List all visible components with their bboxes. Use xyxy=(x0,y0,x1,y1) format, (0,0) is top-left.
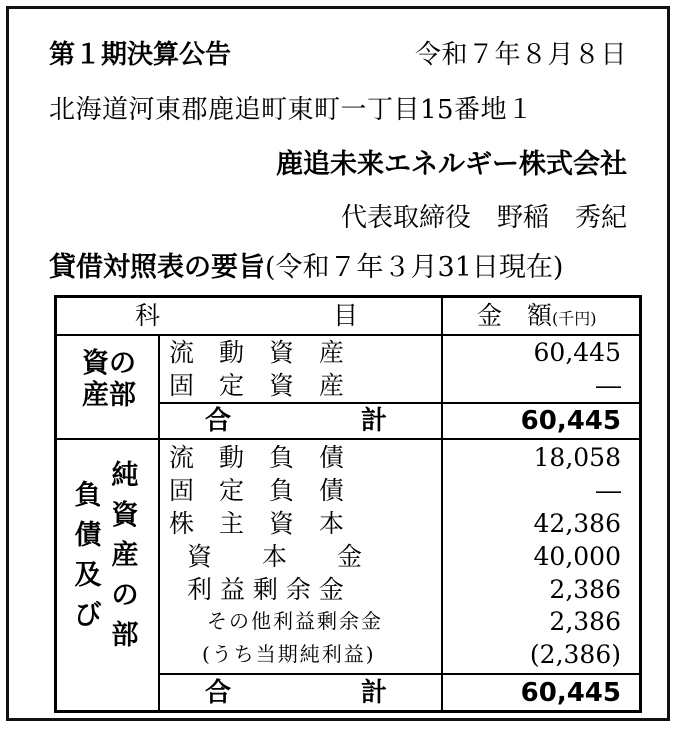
public-notice-frame xyxy=(6,6,670,721)
header-subject-left: 科 xyxy=(135,301,161,330)
balance-sheet-table xyxy=(54,295,642,713)
amount-column-divider xyxy=(441,298,443,710)
group-column-divider xyxy=(158,335,160,710)
asset-row-label: 固 定 資 産 xyxy=(169,371,345,400)
assets-section-divider xyxy=(57,438,639,440)
company-name: 鹿追未来エネルギー株式会社 xyxy=(276,149,627,180)
liability-row-value: 40,000 xyxy=(533,542,621,571)
liability-row-value: (2,386) xyxy=(529,640,621,669)
header-amount-label: 金 額 xyxy=(477,301,553,330)
header-unit: (千円) xyxy=(552,309,597,328)
notice-heading: 第１期決算公告 xyxy=(49,40,232,70)
header-divider xyxy=(57,334,639,336)
assets-group-label-line1: 資の xyxy=(82,348,136,379)
assets-total-value: 60,445 xyxy=(520,406,621,436)
balance-sheet-title-text: 貸借対照表の要旨 xyxy=(49,252,265,283)
asset-row-value: ― xyxy=(596,371,621,400)
liabilities-group-label-col2: 純資産の部 xyxy=(111,460,139,651)
liability-row-label: 株 主 資 本 xyxy=(169,509,345,538)
assets-group-label-line2: 産部 xyxy=(82,379,136,411)
liability-row-label: その他利益剰余金 xyxy=(207,609,383,633)
liability-row-label: 利 益 剰 余 金 xyxy=(187,575,344,604)
assets-total-divider xyxy=(158,402,639,404)
liability-row-value: 42,386 xyxy=(533,509,621,538)
liability-row-value: 2,386 xyxy=(549,575,621,604)
liabilities-total-label: 合 計 xyxy=(205,678,388,708)
liabilities-total-divider xyxy=(158,673,639,675)
balance-sheet-period: (令和７年３月31日現在) xyxy=(265,252,564,283)
assets-total-label: 合 計 xyxy=(205,406,388,436)
liability-row-value: ― xyxy=(596,476,621,505)
liability-row-value: 18,058 xyxy=(533,443,621,472)
asset-row-label: 流 動 資 産 xyxy=(169,338,345,367)
liability-row-label: 流 動 負 債 xyxy=(169,443,345,472)
liability-row-label: 固 定 負 債 xyxy=(169,476,345,505)
balance-sheet-title xyxy=(49,254,563,281)
notice-date: 令和７年８月８日 xyxy=(414,40,627,70)
assets-group-label xyxy=(65,348,153,412)
liabilities-total-value: 60,445 xyxy=(520,678,621,708)
header-subject-right: 目 xyxy=(333,301,359,330)
liabilities-group-label-col1: 負債及び xyxy=(74,480,102,631)
representative-name: 代表取締役 野稲 秀紀 xyxy=(340,203,627,233)
liability-row-value: 2,386 xyxy=(549,607,621,636)
liability-row-label: 資 本 金 xyxy=(187,542,363,571)
header-amount xyxy=(477,303,597,328)
liability-row-label: (うち当期純利益) xyxy=(202,642,376,666)
company-address: 北海道河東郡鹿追町東町一丁目15番地１ xyxy=(49,95,534,125)
asset-row-value: 60,445 xyxy=(533,338,621,367)
